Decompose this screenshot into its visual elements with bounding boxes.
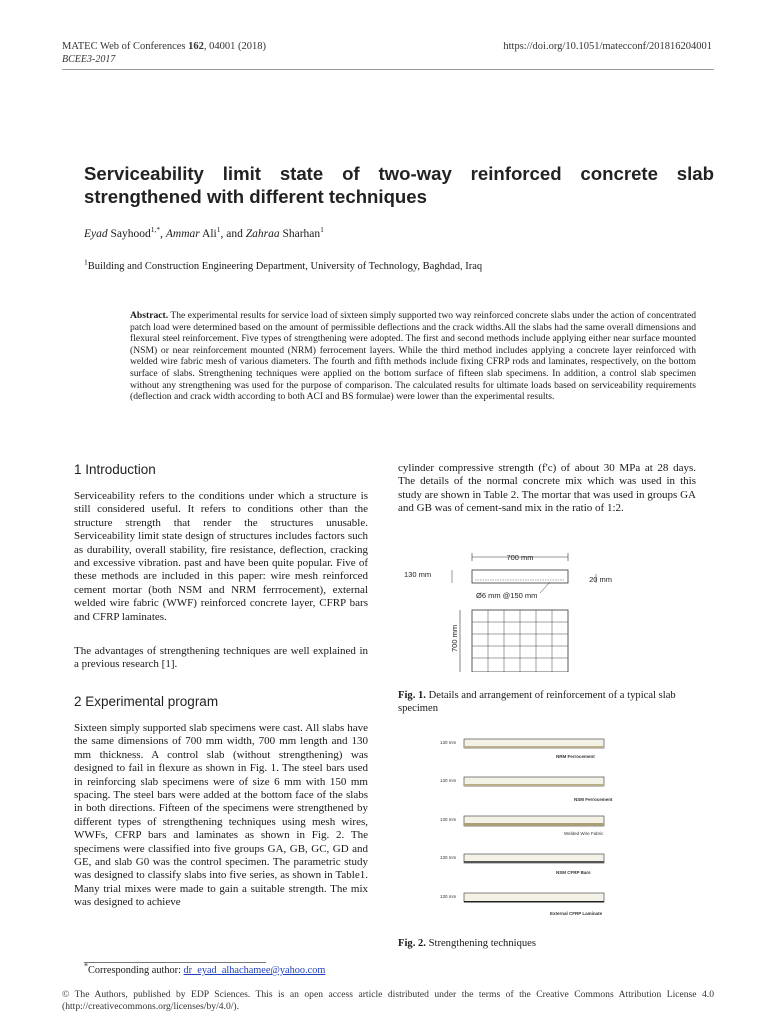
panel-label: Welded Wire Fabric [564, 831, 604, 836]
author-family-name: Sayhood [110, 228, 151, 240]
header-divider [62, 69, 714, 70]
author-list [84, 225, 324, 240]
introduction-paragraph: The advantages of strengthening techniques are well explained in a previous research [1]. [74, 645, 368, 671]
experimental-paragraph: Sixteen simply supported slab specimens were cast. All slabs have the same dimensions of 700 mm width, 700 mm length and 130 mm thickness. A control slab (without strengthening) was designed to fail in flexure as shown in Fig. 1. The steel bars used in reinforcing slab specimens were of size 6 mm with 150 mm spacing. The steel bars were added at the bottom face of the slabs in both directions. Fifteen of the specimens were strengthened by different types of strengthening techniques using mesh wires, WWFs, CFRP bars and laminates as shown in Fig. 2. The specimens were classified into five groups GA, GB, GC, GD and GE, and slab G0 was the control specimen. The parametric study was designed to classify slabs into five series, as shown in Table1. Many trial mixes were made to gain a suitable strength. The mix was designed to achieve [74, 722, 368, 909]
abstract-text: The experimental results for service load of sixteen simply supported two way reinforced concrete slabs under the action of concentrated patch load were determined based on the amount of permissible deflections and the crack widths.All the slabs had the same overall dimensions and flexural steel reinforcement. Five types of strengthening were adopted. The first and second methods include applying either near surface mounted (NSM) or near reinforcement mounted (NRM) ferrocement layers. While the third method includes applying a concrete layer reinforced with welded wire fabric mesh of various diameters. The fourth and fifth methods include fixing CFRP rods and laminates, respectively, on the bottom surface of slabs. Strengthening techniques were applied on the bottom surface of fifteen slab specimens. In addition, a control slab specimen without any strengthening was used for the purpose of comparison. The calculated results for ultimate loads based on serviceability requirements (deflection and crack width according to both ACI and BS formulae) were lower than the experimental results. [130, 310, 696, 403]
panel-label: NSM CFRP Bars [556, 870, 591, 875]
experimental-paragraph-continued: cylinder compressive strength (f'c) of about 30 MPa at 28 days. The details of the normal concrete mix which was used in this study are shown in Table 2. The mortar that was used in groups GA and GB was of cement-sand mix in the ratio of 1:2. [398, 462, 696, 515]
strengthening-layer [464, 784, 604, 786]
author-affiliation-mark: 1,* [150, 225, 161, 235]
slab-section [472, 570, 568, 583]
doi-link[interactable]: https://doi.org/10.1051/matecconf/201816204001 [503, 41, 712, 52]
figure-2-label: Fig. 2. [398, 938, 426, 949]
panel-dimension: 130 mm [440, 855, 457, 860]
panel-welded-wire-fabric [440, 816, 604, 836]
email-link[interactable]: dr_eyad_alhachamee@yahoo.com [183, 965, 326, 976]
strengthening-layer [464, 823, 604, 826]
leader-line [540, 582, 550, 593]
author-family-name: Ali [202, 228, 217, 240]
introduction-paragraph: Serviceability refers to the conditions under which a structure is still considered useful. It refers to conditions other than the structure strength that render the structures unusable. Serviceability limit state design of structures includes factors such as durability, overall stability, fire resistance, deflection, cracking and excessive vibration. past and have been quite popular. Five of these methods are included in this paper: wire mesh reinforced cement mortar (both NSM and NRM ferrrocement), external welded wire fabric (WWF) reinforced concrete layer, CFRP bars and CFRP laminates. [74, 490, 368, 623]
panel-dimension: 130 mm [440, 740, 457, 745]
panel-external-cfrp-laminate [440, 893, 604, 916]
strengthening-layer [464, 746, 604, 748]
abstract-label: Abstract. [130, 310, 169, 321]
affiliation-mark: 1 [84, 257, 88, 267]
figure-2-strengthening-diagram [438, 735, 638, 923]
journal-volume: 162 [188, 41, 204, 52]
figure-2-caption [398, 937, 536, 950]
panel-dimension: 130 mm [440, 817, 457, 822]
article-number: , 04001 (2018) [203, 41, 266, 52]
conference-name: BCEE3-2017 [62, 54, 116, 65]
figure-1-label: Fig. 1. [398, 690, 426, 701]
corresponding-author-footnote [84, 961, 326, 976]
panel-nsm-cfrp-bars [440, 854, 604, 875]
author-given-name: Ammar [165, 228, 200, 240]
panel-nrm-ferrocement [440, 739, 604, 759]
width-label: 700 mm [506, 553, 534, 562]
panel-label: External CFRP Laminate [550, 911, 603, 916]
author-affiliation-mark: 1 [320, 225, 324, 235]
figure-1-slab-diagram [400, 548, 620, 672]
author-family-name: Sharhan [282, 228, 321, 240]
side-label: 700 mm [450, 624, 459, 652]
journal-header [62, 41, 266, 52]
license-notice: © The Authors, published by EDP Sciences. This is an open access article distributed under the terms of the Creative Commons Attribution License 4.0 (http://creativecommons.org/licenses/by/4.0/). [62, 989, 714, 1013]
affiliation [84, 257, 483, 272]
author-separator: , and [220, 228, 246, 240]
author-separator: , [160, 228, 166, 240]
author-affiliation-mark: 1 [216, 225, 221, 235]
section-heading-introduction: 1 Introduction [74, 462, 156, 477]
author-given-name: Eyad [84, 228, 108, 240]
footnote-mark: * [84, 961, 88, 971]
journal-name: MATEC Web of Conferences [62, 41, 186, 52]
bar-label: Ø6 mm @150 mm [476, 591, 538, 600]
section-heading-experimental-program: 2 Experimental program [74, 694, 219, 709]
cover-label: 20 mm [589, 575, 612, 584]
panel-label: NRM Ferrocement [556, 754, 595, 759]
figure-1-caption [398, 689, 698, 715]
slab-section [464, 893, 604, 902]
panel-label: NSM Ferrocement [574, 797, 613, 802]
abstract [130, 310, 696, 403]
figure-2-caption-text: Strengthening techniques [425, 938, 537, 949]
footnote-divider [84, 962, 266, 963]
thickness-label: 130 mm [404, 570, 432, 579]
paper-title: Serviceability limit state of two-way reinforced concrete slab strengthened with different techniques [84, 163, 714, 207]
panel-nsm-ferrocement [440, 777, 613, 802]
author-given-name: Zahraa [245, 228, 280, 240]
strengthening-layer [464, 901, 604, 903]
strengthening-layer [464, 861, 604, 863]
panel-dimension: 130 mm [440, 778, 457, 783]
affiliation-text: Building and Construction Engineering Department, University of Technology, Baghdad, Iraq [87, 261, 483, 272]
panel-dimension: 130 mm [440, 894, 457, 899]
figure-1-caption-text: Details and arrangement of reinforcement of a typical slab specimen [398, 690, 676, 714]
footnote-text: Corresponding author: [88, 965, 184, 976]
